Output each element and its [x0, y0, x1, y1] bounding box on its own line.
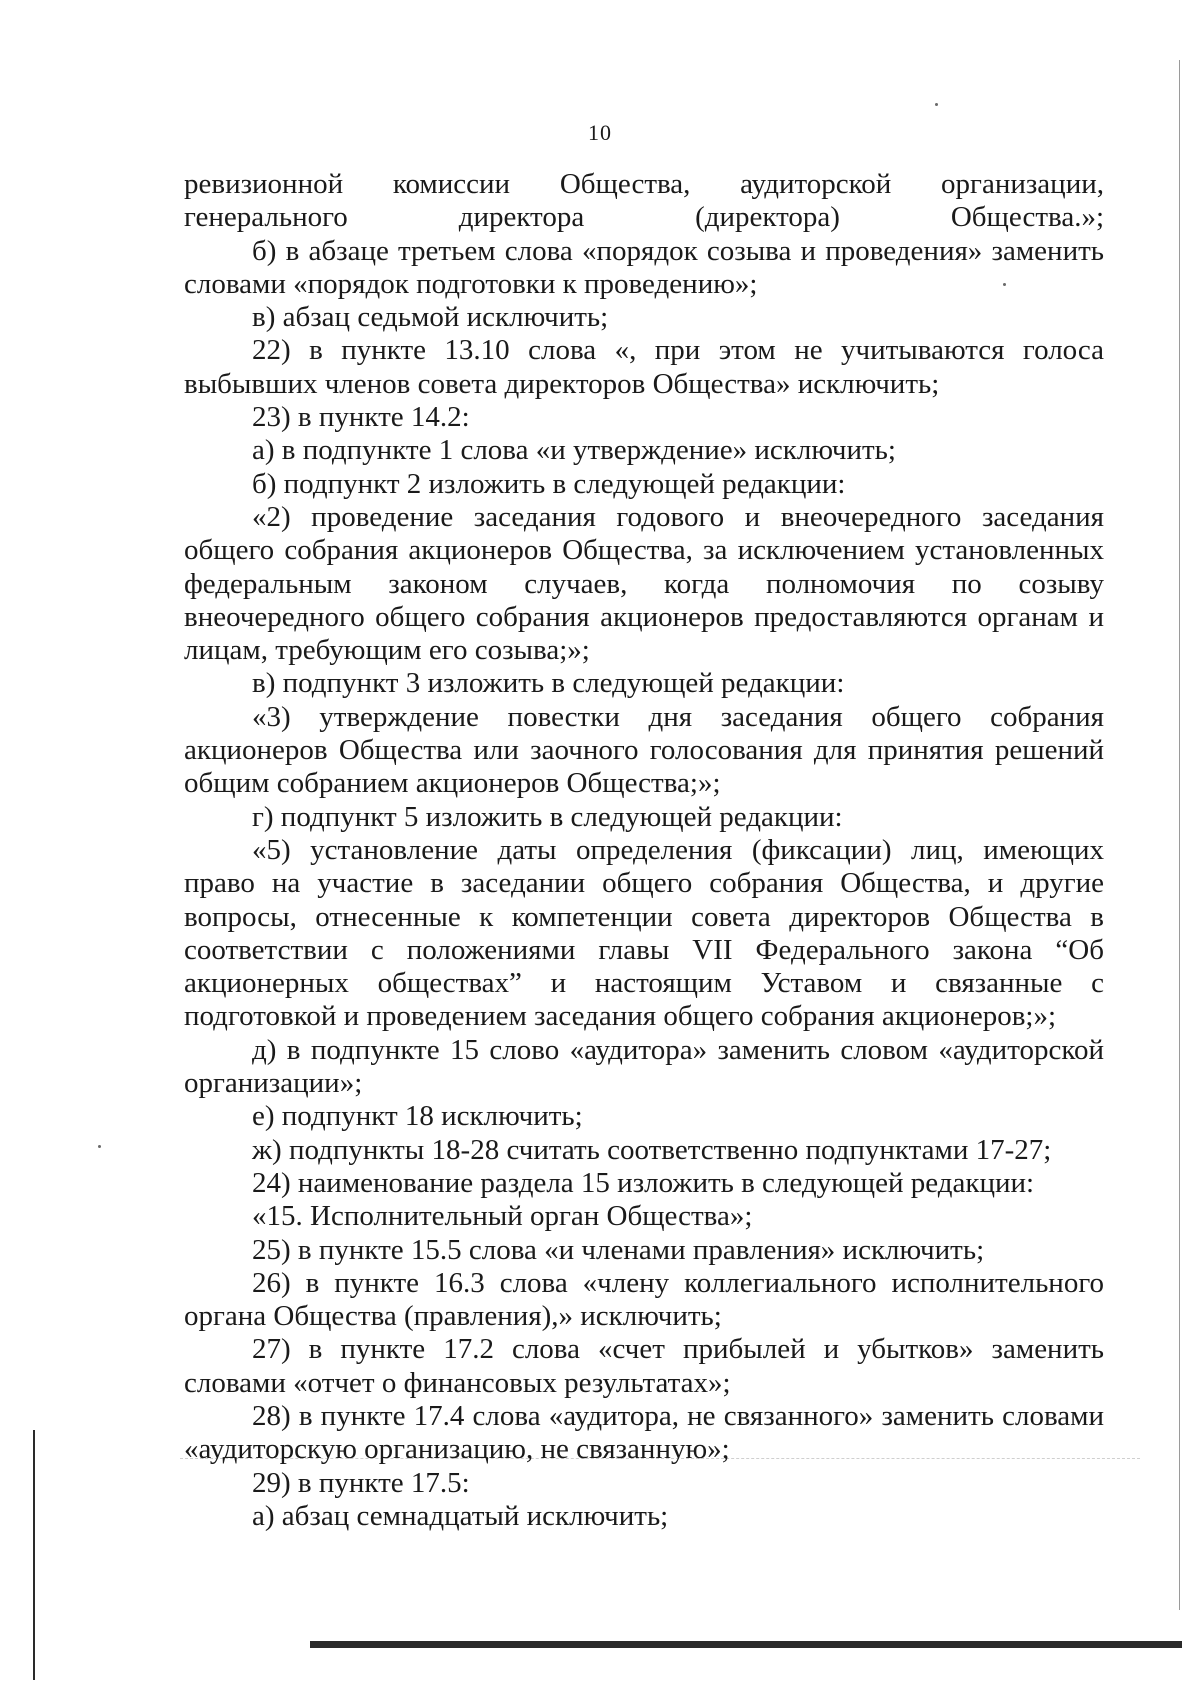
- paragraph: б) в абзаце третьем слова «порядок созыва и проведения» заменить словами «порядок подготовки к проведению»;: [184, 234, 1104, 300]
- paragraph: а) в подпункте 1 слова «и утверждение» исключить;: [252, 434, 896, 467]
- scan-edge-left: [33, 1430, 35, 1680]
- paragraph: ревизионной комиссии Общества, аудиторской организации, генерального директора (директора) Общества.»;: [184, 168, 1104, 234]
- scan-speck: [935, 103, 938, 106]
- paragraph: в) абзац седьмой исключить;: [252, 301, 609, 334]
- paragraph: «3) утверждение повестки дня заседания общего собрания акционеров Общества или заочного голосования для принятия решений общим собранием акционеров Общества;»;: [184, 700, 1104, 800]
- paragraph: е) подпункт 18 исключить;: [252, 1100, 583, 1133]
- paragraph: в) подпункт 3 изложить в следующей редакции:: [252, 667, 845, 700]
- paragraph: а) абзац семнадцатый исключить;: [252, 1499, 669, 1532]
- paragraph: «5) установление даты определения (фиксации) лиц, имеющих право на участие в заседании общего собрания Общества, и другие вопросы, отнесенные к компетенции совета директоров Общества в соответствии с положениями главы VII Федерального закона “Об акционерных обществах” и настоящим Уставом и связанные с подготовкой и проведением заседания общего собрания акционеров;»;: [184, 833, 1104, 1033]
- paragraph: г) подпункт 5 изложить в следующей редакции:: [252, 800, 843, 833]
- paragraph: 22) в пункте 13.10 слова «, при этом не учитываются голоса выбывших членов совета директоров Общества» исключить;: [184, 334, 1104, 400]
- paragraph: 25) в пункте 15.5 слова «и членами правления» исключить;: [252, 1233, 985, 1266]
- document-body: [184, 168, 1104, 1533]
- paragraph: «15. Исполнительный орган Общества»;: [252, 1200, 753, 1233]
- paragraph: 28) в пункте 17.4 слова «аудитора, не связанного» заменить словами «аудиторскую организацию, не связанную»;: [184, 1399, 1104, 1466]
- paragraph: 26) в пункте 16.3 слова «члену коллегиального исполнительного органа Общества (правления),» исключить;: [184, 1266, 1104, 1333]
- paragraph: «2) проведение заседания годового и внеочередного заседания общего собрания акционеров Общества, за исключением установленных федеральным законом случаев, когда полномочия по созыву внеочередного общего собрания акционеров предоставляются органам и лицам, требующим его созыва;»;: [184, 500, 1104, 667]
- paragraph: 23) в пункте 14.2:: [252, 401, 470, 434]
- paragraph: ж) подпункты 18-28 считать соответственно подпунктами 17-27;: [252, 1133, 1052, 1166]
- page-number: 10: [588, 120, 612, 145]
- paragraph: д) в подпункте 15 слово «аудитора» заменить словом «аудиторской организации»;: [184, 1033, 1104, 1100]
- scan-bottom-bar: [310, 1641, 1182, 1648]
- paragraph: 24) наименование раздела 15 изложить в следующей редакции:: [252, 1166, 1035, 1199]
- scan-speck: [98, 1145, 101, 1148]
- scan-edge-right: [1179, 60, 1180, 1610]
- paragraph: б) подпункт 2 изложить в следующей редакции:: [252, 467, 846, 500]
- paragraph: 29) в пункте 17.5:: [252, 1466, 470, 1499]
- paragraph: 27) в пункте 17.2 слова «счет прибылей и убытков» заменить словами «отчет о финансовых результатах»;: [184, 1333, 1104, 1399]
